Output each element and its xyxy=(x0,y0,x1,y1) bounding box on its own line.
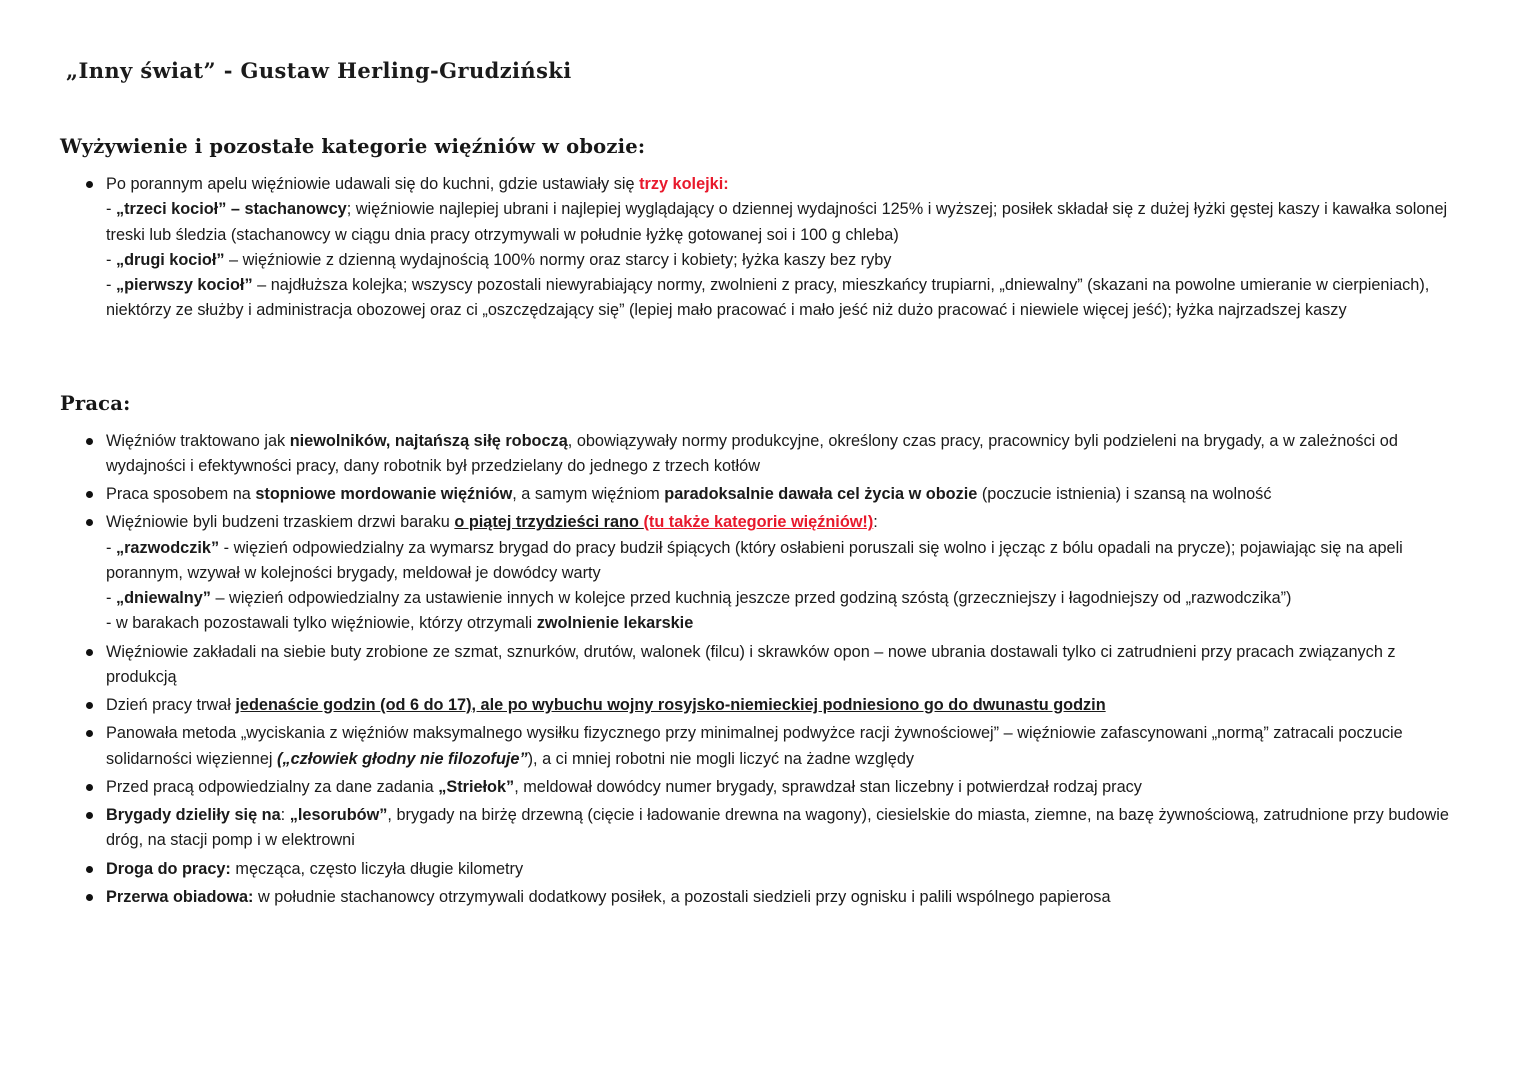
subline-dash: - xyxy=(106,200,116,219)
subline-bold: „dniewalny” xyxy=(115,589,211,607)
text-run: (poczucie istnienia) i szansą na wolność xyxy=(977,485,1272,503)
list-item xyxy=(58,429,1457,480)
text-run: w południe stachanowcy otrzymywali dodatkowy posiłek, a pozostali siedzieli przy ognisku i palili wspólnego papierosa xyxy=(253,887,1111,906)
list-item xyxy=(58,482,1457,507)
page-title: „Inny świat” - Gustaw Herling-Grudziński xyxy=(66,58,572,83)
text-run: : xyxy=(873,513,878,532)
section-heading-wyzywienie: Wyżywienie i pozostałe kategorie więźniów w obozie: xyxy=(60,135,646,158)
text-run: , obowiązywały normy produkcyjne, określony czas pracy, pracownicy byli podzieleni na brygady, a w zależności od wydajności i efektywności pracy, dany robotnik był przedzielany do jednego z trzech kotłów xyxy=(106,431,1398,475)
list-item xyxy=(58,803,1457,854)
list-item xyxy=(58,640,1457,691)
text-run: Więźniów traktowano jak xyxy=(106,431,290,450)
list-item xyxy=(58,693,1457,718)
subline xyxy=(106,273,1457,324)
text-run-bold: paradoksalnie dawała cel życia w obozie xyxy=(664,485,978,503)
subline-rest: - więzień odpowiedzialny za wymarsz brygad do pracy budził śpiących (który osłabieni poruszali się wolno i jęcząc z bólu opadali na prycze); pojawiając się na apeli porannym, wzywał w kolejności brygady, meldował je dowódcy warty xyxy=(106,538,1403,582)
text-run-bold: Droga do pracy: xyxy=(106,859,231,878)
subline-bold: „razwodczik” xyxy=(115,538,220,557)
text-run: , brygady na birżę drzewną (cięcie i ładowanie drewna na wagony), ciesielskie do miasta, ziemne, na bazę żywnościową, zatrudnione przy budowie dróg, na stacji pomp i w elektrowni xyxy=(106,806,1449,850)
list-item-lead xyxy=(106,172,1457,197)
subline xyxy=(106,586,1457,611)
subline-bold: zwolnienie lekarskie xyxy=(536,614,694,633)
section-list-wyzywienie xyxy=(58,172,1457,324)
text-run: Przed pracą odpowiedzialny za dane zadania xyxy=(106,777,439,796)
text-run: Więźniowie byli budzeni trzaskiem drzwi baraku xyxy=(106,513,455,532)
text-run-bold: niewolników, najtańszą siłę roboczą xyxy=(289,431,568,450)
highlight-kategorie: (tu także kategorie więźniów!) xyxy=(643,513,874,532)
text-run-bold: stopniowe mordowanie więźniów xyxy=(255,485,513,503)
text-run: Dzień pracy trwał xyxy=(106,696,236,714)
text-run: Panowała metoda „wyciskania z więźniów maksymalnego wysiłku fizycznego przy minimalnej podwyżce racji żywnościowej” – więźniowie zafascynowani „normą” zatracali poczucie solidarności więziennej xyxy=(106,724,1403,768)
list-item xyxy=(58,510,1457,636)
text-run-bold: „lesorubów” xyxy=(289,806,388,824)
subline-dash: - xyxy=(106,276,116,294)
subline xyxy=(106,611,1457,636)
text-run: męcząca, często liczyła długie kilometry xyxy=(230,859,524,878)
text-run: : xyxy=(280,806,290,824)
subline-rest: – najdłuższa kolejka; wszyscy pozostali niewyrabiający normy, zwolnieni z pracy, mieszkańcy trupiarni, „dniewalny” (skazani na powolne umieranie w cierpieniach), niektórzy ze służby i administracja obozowej oraz ci „oszczędzający się” (lepiej mało pracować i mało jeść niż dużo pracować i niewiele więcej jeść); łyżka najrzadszej kaszy xyxy=(106,276,1430,320)
text-run-bold-underline: o piątej trzydzieści rano xyxy=(454,513,644,532)
text-run-bold-italic: („człowiek głodny nie filozofuje” xyxy=(277,749,528,768)
list-item xyxy=(58,885,1457,910)
subline xyxy=(106,536,1457,587)
subline-rest: – więźniowie z dzienną wydajnością 100% normy oraz starcy i kobiety; łyżka kaszy bez ryby xyxy=(224,250,892,269)
section-list-praca xyxy=(58,429,1457,911)
text-run: ), a ci mniej robotni nie mogli liczyć na żadne względy xyxy=(527,749,915,768)
text-run: Praca sposobem na xyxy=(106,485,256,503)
subline-dash: - w barakach pozostawali tylko więźniowie, którzy otrzymali xyxy=(106,614,537,633)
list-item xyxy=(58,172,1457,324)
subline-dash: - xyxy=(106,589,116,607)
subline-rest: ; więźniowie najlepiej ubrani i najlepiej wyglądający o dziennej wydajności 125% i wyższej; posiłek składał się z dużej łyżki gęstej kaszy i kawałka solonej treski lub śledzia (stachanowcy w ciągu dnia pracy otrzymywali w południe łyżkę gotowanej soi i 100 g chleba) xyxy=(106,200,1448,244)
subline xyxy=(106,197,1457,248)
section-heading-praca: Praca: xyxy=(60,391,131,415)
subline-bold: „trzeci kocioł” – stachanowcy xyxy=(115,200,347,219)
text-run-bold: „Striełok” xyxy=(438,777,515,796)
list-item xyxy=(58,721,1457,772)
subline-dash: - xyxy=(106,250,116,269)
subline-bold: „pierwszy kocioł” xyxy=(115,276,253,294)
text-run-bold: Brygady dzieliły się na xyxy=(106,806,281,824)
list-item xyxy=(58,775,1457,800)
highlight-trzy-kolejki: trzy kolejki: xyxy=(639,175,729,193)
subline xyxy=(106,248,1457,273)
subline-rest: – więzień odpowiedzialny za ustawienie innych w kolejce przed kuchnią jeszcze przed godziną szóstą (grzeczniejszy i łagodniejszy od „razwodczika”) xyxy=(210,589,1292,607)
subline-bold: „drugi kocioł” xyxy=(115,250,225,269)
text-run-bold-underline: jedenaście godzin (od 6 do 17), ale po wybuchu wojny rosyjsko-niemieckiej podniesiono go do dwunastu godzin xyxy=(235,696,1106,714)
text-run: , a samym więźniom xyxy=(512,485,665,503)
lead-text: Po porannym apelu więźniowie udawali się do kuchni, gdzie ustawiały się xyxy=(106,175,640,193)
text-run: Więźniowie zakładali na siebie buty zrobione ze szmat, sznurków, drutów, walonek (filcu) i skrawków opon – nowe ubrania dostawali tylko ci zatrudnieni przy pracach związanych z produkcją xyxy=(106,642,1396,686)
list-item-lead xyxy=(106,510,1457,535)
text-run-bold: Przerwa obiadowa: xyxy=(106,887,254,906)
text-run: , meldował dowódcy numer brygady, sprawdzał stan liczebny i potwierdzał rodzaj pracy xyxy=(514,777,1142,796)
subline-dash: - xyxy=(106,538,116,557)
list-item xyxy=(58,857,1457,882)
